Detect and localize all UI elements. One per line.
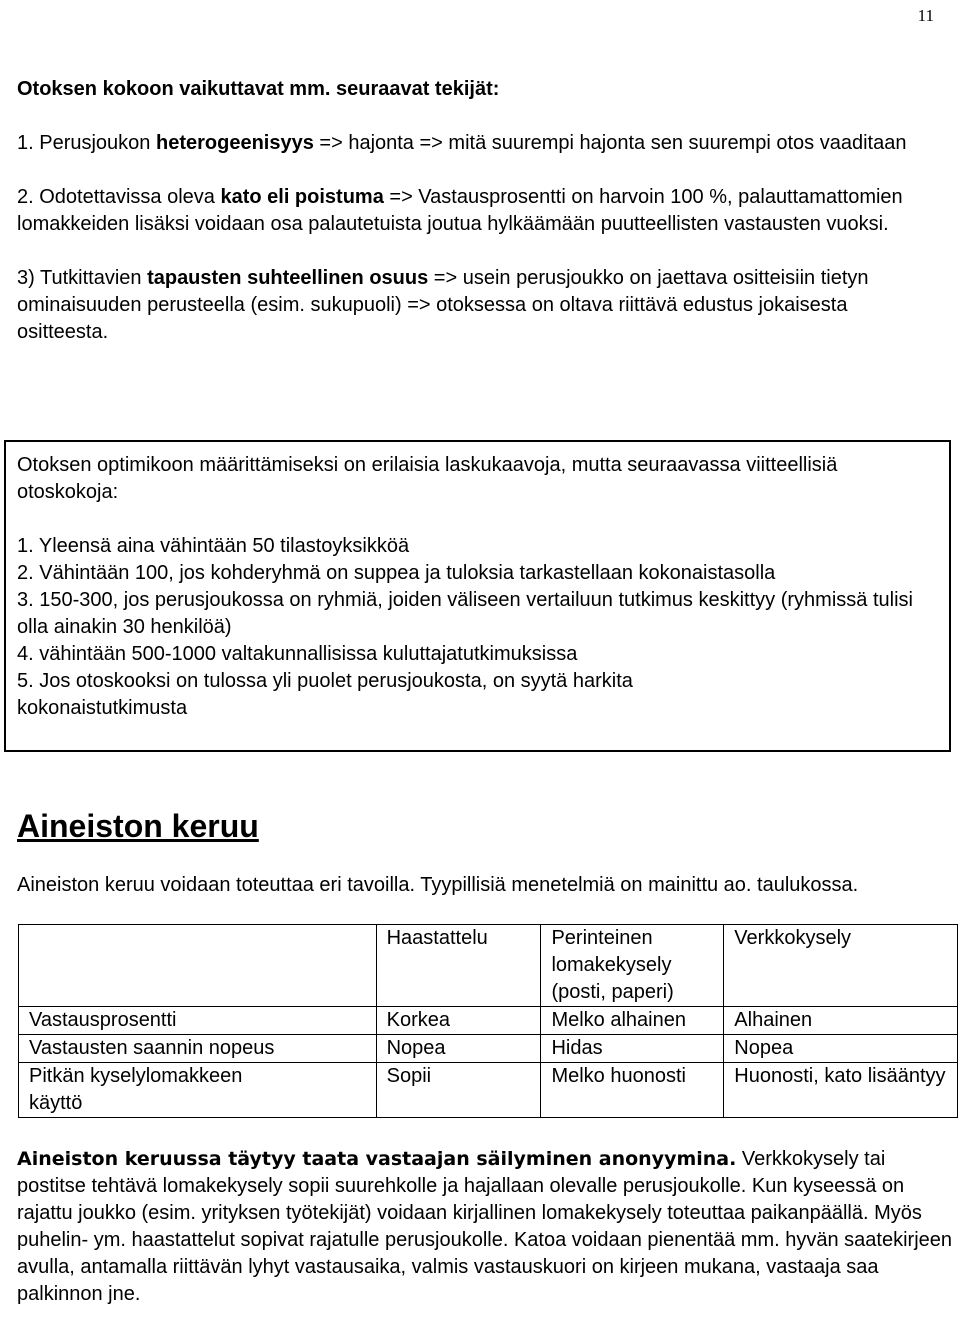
table-header-cell xyxy=(19,925,377,1007)
page-number: 11 xyxy=(917,6,934,25)
table-cell: Korkea xyxy=(376,1007,541,1035)
sample-size-box xyxy=(4,440,951,752)
table-cell: Nopea xyxy=(724,1035,958,1063)
box-item-3: 3. 150-300, jos perusjoukossa on ryhmiä, joiden väliseen vertailuun tutkimus keskittyy (ryhmissä tulisi olla ainakin 30 henkilöä) xyxy=(17,589,913,638)
table-cell: Vastausprosentti xyxy=(19,1007,377,1035)
table-cell: Melko huonosti xyxy=(541,1063,724,1118)
table-header-cell: Perinteinen lomakekysely (posti, paperi) xyxy=(541,925,724,1007)
table-cell: Alhainen xyxy=(724,1007,958,1035)
factor-1-bold: heterogeenisyys xyxy=(155,132,314,154)
closing-bold: Aineiston keruussa täytyy taata vastaajan säilyminen anonyymina. xyxy=(17,1148,737,1170)
table-cell: Pitkän kyselylomakkeen käyttö xyxy=(19,1063,377,1118)
factor-1-text-rest: => hajonta => mitä suurempi hajonta sen suurempi otos vaaditaan xyxy=(313,132,907,154)
factor-2-bold: kato eli poistuma xyxy=(220,186,384,208)
table-header-cell: Haastattelu xyxy=(376,925,541,1007)
table-header-cell: Verkkokysely xyxy=(724,925,958,1007)
table-cell: Sopii xyxy=(376,1063,541,1118)
box-item-1: 1. Yleensä aina vähintään 50 tilastoyksikköä xyxy=(17,535,410,557)
closing-text: Verkkokysely tai postitse tehtävä lomakekysely sopii suurehkolle ja hajallaan olevalle perusjoukolle. Kun kyseessä on rajattu joukko (esim. yrityksen työtekijät) voidaan kirjallinen lomakekysely toteuttaa paikanpäällä. Myös puhelin- ym. haastattelut sopivat rajatulle perusjoukolle. Katoa voidaan pienentää mm. hyvän saatekirjeen avulla, antamalla riittävän lyhyt vastausaika, valmis vastauskuori on kirjeen mukana, vastaaja saa palkinnon jne. xyxy=(17,1148,952,1305)
factor-1-text: 1. Perusjoukon xyxy=(17,132,156,154)
table-cell: Vastausten saannin nopeus xyxy=(19,1035,377,1063)
factors-section xyxy=(17,76,942,346)
methods-table xyxy=(18,924,958,1118)
table-cell: Nopea xyxy=(376,1035,541,1063)
factor-2-text: 2. Odotettavissa oleva xyxy=(17,186,221,208)
table-cell: Hidas xyxy=(541,1035,724,1063)
factors-heading: Otoksen kokoon vaikuttavat mm. seuraavat tekijät: xyxy=(17,78,500,100)
factor-item-2 xyxy=(17,184,942,238)
factor-2-text-rest: => Vastausprosentti on harvoin 100 %, palauttamattomien lomakkeiden lisäksi voidaan osa palautetuista joutua hylkäämään puutteellisten vastausten vuoksi. xyxy=(17,186,903,235)
box-item-2: 2. Vähintään 100, jos kohderyhmä on suppea ja tuloksia tarkastellaan kokonaistasolla xyxy=(17,562,776,584)
section-intro: Aineiston keruu voidaan toteuttaa eri tavoilla. Tyypillisiä menetelmiä on mainittu ao. taulukossa. xyxy=(17,874,859,896)
box-item-4: 4. vähintään 500-1000 valtakunnallisissa kuluttajatutkimuksissa xyxy=(17,643,578,665)
factor-3-text: 3) Tutkittavien xyxy=(17,267,148,289)
factor-item-3 xyxy=(17,265,942,346)
factor-3-bold: tapausten suhteellinen osuus xyxy=(147,267,429,289)
factor-3-text-rest: => usein perusjoukko on jaettava ositteisiin tietyn ominaisuuden perusteella (esim. sukupuoli) => otoksessa on oltava riittävä edustus jokaisesta ositteesta. xyxy=(17,267,869,343)
table-row xyxy=(19,1007,958,1035)
table-cell: Huonosti, kato lisääntyy xyxy=(724,1063,958,1118)
table-cell: Melko alhainen xyxy=(541,1007,724,1035)
factor-item-1 xyxy=(17,130,942,157)
box-list xyxy=(17,533,949,722)
box-item-5: 5. Jos otoskooksi on tulossa yli puolet perusjoukosta, on syytä harkita kokonaistutkimusta xyxy=(17,670,633,719)
table-row xyxy=(19,1035,958,1063)
table-header-row xyxy=(19,925,958,1007)
table-row xyxy=(19,1063,958,1118)
box-intro: Otoksen optimikoon määrittämiseksi on erilaisia laskukaavoja, mutta seuraavassa viitteellisiä otoskokoja: xyxy=(17,454,838,503)
closing-paragraph xyxy=(17,1146,952,1308)
section-title: Aineiston keruu xyxy=(17,808,259,844)
